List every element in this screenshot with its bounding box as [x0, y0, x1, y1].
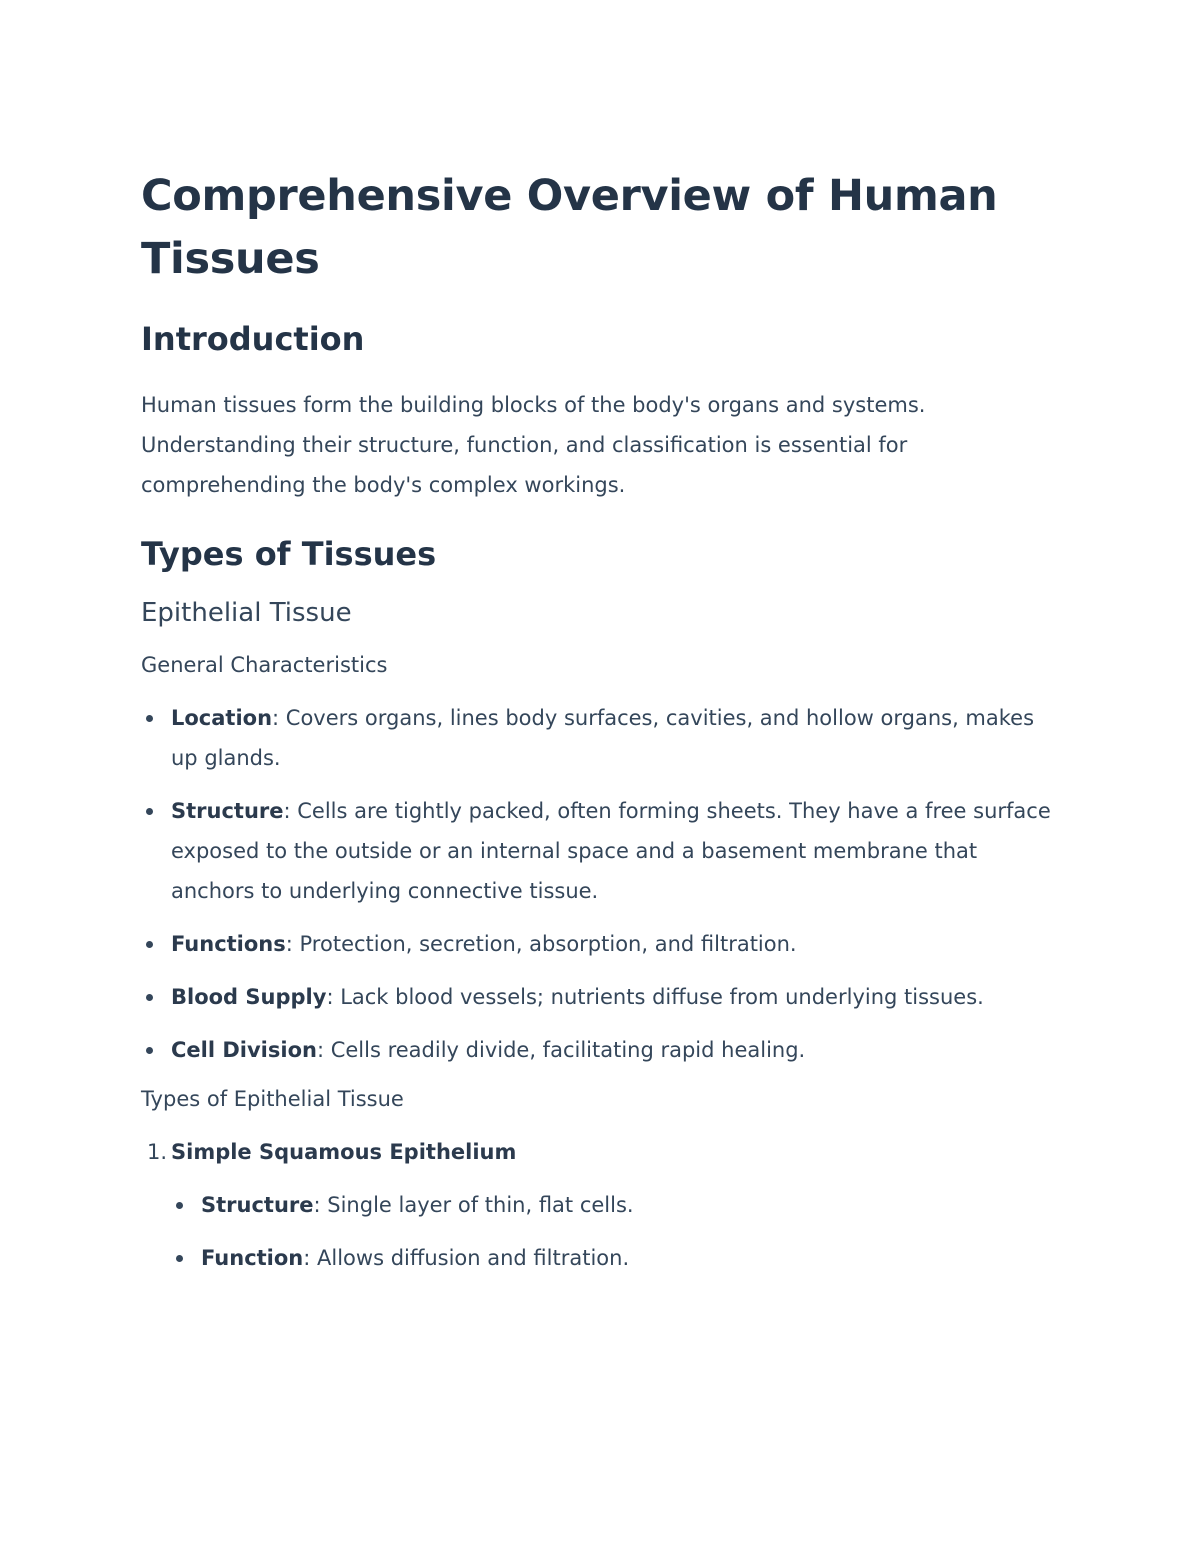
list-item — [141, 924, 1061, 964]
epithelium-details-list — [171, 1185, 1061, 1278]
term-label: Cell Division — [171, 1038, 317, 1062]
term-description: : Covers organs, lines body surfaces, cavities, and hollow organs, makes up glands. — [171, 706, 1035, 770]
term-description: : Single layer of thin, flat cells. — [313, 1193, 634, 1217]
term-description: : Protection, secretion, absorption, and filtration. — [285, 932, 797, 956]
term-label: Structure — [171, 799, 284, 823]
document-title: Comprehensive Overview of Human Tissues — [141, 171, 998, 284]
list-item — [141, 698, 1061, 778]
epithelium-type-name: Simple Squamous Epithelium — [171, 1140, 517, 1164]
list-item — [171, 1238, 1061, 1278]
epithelial-tissue-heading: Epithelial Tissue — [141, 598, 352, 628]
list-item — [171, 1185, 1061, 1225]
types-of-epithelial-tissue-heading: Types of Epithelial Tissue — [141, 1087, 404, 1111]
introduction-heading: Introduction — [141, 320, 365, 358]
introduction-paragraph: Human tissues form the building blocks of the body's organs and systems. Understanding their structure, function, and classification is essential for comprehending the body's complex workings. — [141, 393, 926, 497]
list-item — [141, 791, 1061, 911]
term-label: Functions — [171, 932, 286, 956]
list-item — [141, 977, 1061, 1017]
epithelial-types-list — [141, 1132, 1061, 1278]
term-description: : Cells are tightly packed, often forming sheets. They have a free surface exposed to the outside or an internal space and a basement membrane that anchors to underlying connective tissue. — [171, 799, 1051, 903]
general-characteristics-heading: General Characteristics — [141, 653, 388, 677]
term-description: : Allows diffusion and filtration. — [303, 1246, 630, 1270]
list-number: 1. — [147, 1140, 168, 1164]
document-page — [141, 165, 1061, 1291]
general-characteristics-list — [141, 698, 1061, 1070]
term-label: Blood Supply — [171, 985, 327, 1009]
list-item — [141, 1132, 1061, 1278]
list-item — [141, 1030, 1061, 1070]
term-label: Structure — [201, 1193, 314, 1217]
term-label: Function — [201, 1246, 304, 1270]
types-of-tissues-heading: Types of Tissues — [141, 535, 437, 573]
term-description: : Cells readily divide, facilitating rapid healing. — [316, 1038, 806, 1062]
term-label: Location — [171, 706, 273, 730]
term-description: : Lack blood vessels; nutrients diffuse from underlying tissues. — [326, 985, 984, 1009]
